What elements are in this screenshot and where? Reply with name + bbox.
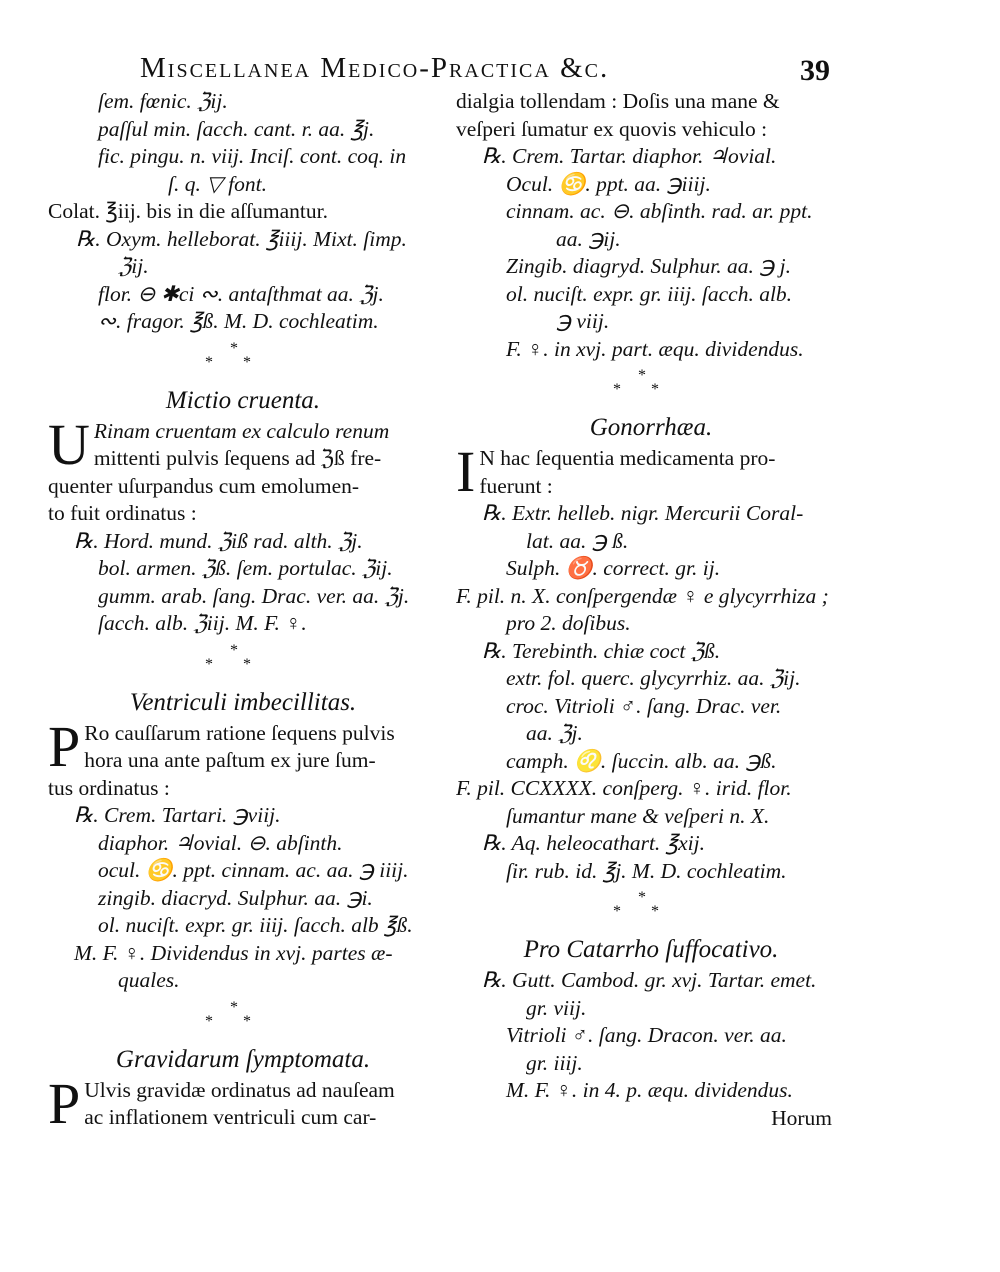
recipe-line: diaphor. ♃ovial. ⊖. abſinth.	[98, 830, 343, 855]
recipe-line: ℞. Oxym. helleborat. ℥iiij. Mixt. ſimp.	[76, 226, 407, 251]
paragraph	[48, 1070, 438, 1136]
section-heading: Pro Catarrho ſuffocativo.	[523, 936, 779, 963]
recipe-line: gr. viij.	[526, 995, 587, 1020]
text-line: Rinam cruentam ex calculo renum	[93, 418, 390, 443]
recipe-line: flor. ⊖ ✱ci ∾. antaſthmat aa. ℨj.	[98, 281, 384, 306]
section-ornament: * **	[613, 367, 689, 398]
page-number: 39	[800, 54, 830, 87]
text-line: to fuit ordinatus :	[48, 501, 197, 525]
recipe-line: camph. ♌. ſuccin. alb. aa. ℈ß.	[506, 748, 777, 773]
recipe-line: ℞. Crem. Tartari. ℈viij.	[74, 803, 281, 827]
recipe-line: quales.	[118, 968, 180, 992]
recipe-line: croc. Vitrioli ♂. ſang. Drac. ver.	[506, 693, 782, 718]
recipe-line: ℞. Gutt. Cambod. gr. xvj. Tartar. emet.	[482, 968, 817, 992]
recipe-line: ſir. rub. id. ℥j. M. D. cochleatim.	[506, 858, 787, 883]
recipe-line: ſumantur mane & veſperi n. X.	[506, 803, 770, 828]
text-line: mittenti pulvis ſequens ad ℨß fre-	[93, 446, 382, 470]
section-ornament: * **	[205, 998, 281, 1030]
right-column	[456, 88, 846, 1132]
recipe-line: cinnam. ac. ⊖. abſinth. rad. ar. ppt.	[506, 199, 813, 223]
text-line: veſperi ſumatur ex quovis vehiculo :	[456, 116, 768, 141]
text-line: fic. pingu. n. viij. Inciſ. cont. coq. in	[98, 144, 407, 168]
section-ornament: * **	[613, 889, 689, 920]
recipe-line: lat. aa. ℈ ß.	[526, 528, 629, 553]
text-line: ſem. fœnic. ℨij.	[98, 89, 228, 113]
text-line: paſſul min. ſacch. cant. r. aa. ℥j.	[98, 116, 375, 141]
section-heading: Gonorrhæa.	[589, 414, 713, 441]
catchword: Horum	[771, 1105, 832, 1130]
section-ornament: * **	[205, 641, 281, 673]
text-line: ſ. q. ▽ font.	[168, 171, 267, 196]
recipe-line: pro 2. doſibus.	[506, 611, 631, 635]
paragraph	[48, 411, 438, 528]
recipe-line: aa. ℨj.	[526, 721, 583, 745]
recipe-line: Vitrioli ♂. ſang. Dracon. ver. aa.	[506, 1023, 787, 1047]
recipe-line: M. F. ♀. in 4. p. æqu. dividendus.	[506, 1078, 793, 1102]
drop-capital: P	[48, 1070, 81, 1136]
recipe-line: ℞. Aq. heleocathart. ℥xij.	[482, 831, 705, 855]
recipe-line: M. F. ♀. Dividendus in xvj. partes æ-	[74, 940, 393, 965]
text-line: quenter uſurpandus cum emolumen-	[48, 473, 360, 498]
recipe-line: ∾. fragor. ℥ß. M. D. cochleatim.	[98, 309, 379, 333]
recipe-line: ℞. Extr. helleb. nigr. Mercurii Coral-	[482, 501, 804, 525]
text-line: dialgia tollendam : Doſis una mane &	[456, 89, 780, 113]
text-line: N hac ſequentia medicamenta pro-	[479, 446, 776, 470]
section-heading: Ventriculi imbecillitas.	[129, 688, 357, 716]
running-title: Miscellanea Medico-Practica &c.	[140, 52, 610, 84]
recipe-line: ℞. Terebinth. chiæ coct ℨß.	[482, 638, 721, 663]
text-line: hora una ante paſtum ex jure ſum-	[84, 748, 376, 772]
recipe-line: gr. iiij.	[526, 1050, 583, 1075]
recipe-line: F. ♀. in xvj. part. æqu. dividendus.	[506, 336, 804, 361]
recipe-line: ocul. ♋. ppt. cinnam. ac. aa. ℈ iiij.	[98, 858, 409, 882]
drop-capital: U	[48, 411, 90, 477]
text-line: fuerunt :	[479, 473, 553, 498]
section-ornament: * **	[205, 339, 281, 371]
colat-line: Colat. ℥iij. bis in die aſſumantur.	[48, 199, 328, 223]
paragraph	[48, 713, 438, 803]
text-line: tus ordinatus :	[48, 775, 170, 800]
left-column	[48, 88, 438, 1136]
text-line: ac inflationem ventriculi cum car-	[84, 1105, 377, 1129]
recipe-line: ℈ viij.	[556, 309, 610, 333]
recipe-line: F. pil. CCXXXX. conſperg. ♀. irid. flor.	[456, 776, 792, 800]
recipe-line: F. pil. n. X. conſpergendæ ♀ e glycyrrhiza ;	[456, 583, 829, 608]
drop-capital: P	[48, 713, 81, 779]
recipe-line: extr. fol. querc. glycyrrhiz. aa. ℨij.	[506, 666, 801, 690]
recipe-line: Sulph. ♉. correct. gr. ij.	[506, 556, 721, 580]
recipe-line: ℞. Hord. mund. ℨiß rad. alth. ℨj.	[74, 528, 363, 553]
recipe-line: ol. nuciſt. expr. gr. iiij. ſacch. alb ℥ß.	[98, 913, 413, 937]
section-heading: Mictio cruenta.	[165, 386, 321, 414]
paragraph	[456, 439, 846, 504]
text-line: Ro cauſſarum ratione ſequens pulvis	[84, 720, 395, 745]
recipe-line: ol. nuciſt. expr. gr. iiij. ſacch. alb.	[506, 281, 793, 306]
recipe-line: bol. armen. ℨß. ſem. portulac. ℨij.	[98, 556, 393, 580]
recipe-line: zingib. diacryd. Sulphur. aa. ℈i.	[98, 885, 373, 910]
recipe-line: Ocul. ♋. ppt. aa. ℈iiij.	[506, 171, 711, 196]
recipe-line: Zingib. diagryd. Sulphur. aa. ℈ j.	[506, 254, 791, 278]
recipe-line: gumm. arab. ſang. Drac. ver. aa. ℨj.	[98, 583, 410, 608]
recipe-line: ℞. Crem. Tartar. diaphor. ♃ovial.	[482, 144, 777, 168]
text-line: Ulvis gravidæ ordinatus ad nauſeam	[84, 1077, 395, 1102]
recipe-line: ℨij.	[118, 254, 149, 278]
section-heading: Gravidarum ſymptomata.	[115, 1045, 371, 1073]
drop-capital: I	[456, 439, 476, 504]
recipe-line: ſacch. alb. ℨiij. M. F. ♀.	[98, 611, 307, 635]
recipe-line: aa. ℈ij.	[556, 226, 621, 251]
